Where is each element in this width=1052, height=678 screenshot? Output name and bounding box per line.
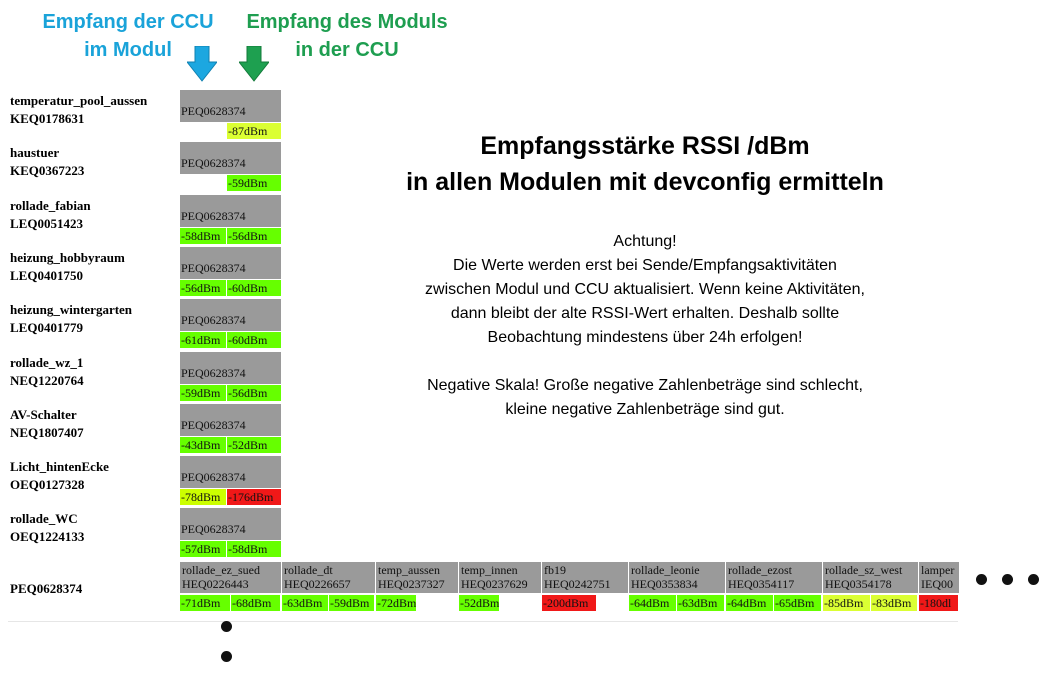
rssi-module-in-ccu: -59dBm (227, 175, 281, 191)
device-serial: NEQ1807407 (10, 425, 84, 440)
device-serial: NEQ1220764 (10, 373, 84, 388)
device-header-cell (542, 562, 628, 593)
rssi-module-in-ccu: -56dBm (227, 385, 281, 401)
ccu-id-cell: PEQ0628374 (180, 195, 281, 227)
device-name: temperatur_pool_aussen (10, 93, 148, 108)
rssi-ccu-in-module: -85dBm (823, 595, 870, 611)
device-header-cell (919, 562, 959, 593)
ccu-id-cell: PEQ0628374 (180, 90, 281, 122)
rssi-module-in-ccu: -52dBm (227, 437, 281, 453)
device-serial: HEQ0226657 (284, 577, 351, 591)
device-serial: KEQ0178631 (10, 111, 85, 126)
ccu-row-label: PEQ0628374 (10, 581, 83, 596)
rssi-module-in-ccu: -65dBm (774, 595, 821, 611)
ellipsis-dot (1002, 574, 1013, 585)
ellipsis-dot (1028, 574, 1039, 585)
device-name-block (10, 458, 109, 494)
device-name: fb19 (544, 563, 566, 577)
device-name-block (10, 197, 91, 233)
rssi-ccu-in-module: -64dBm (726, 595, 773, 611)
device-name-block (10, 249, 125, 285)
device-name: lamper (921, 563, 955, 577)
ccu-label-line1: Empfang der CCU (42, 11, 214, 33)
device-name: rollade_sz_west (825, 563, 903, 577)
device-name-block (10, 354, 84, 390)
rssi-module-in-ccu: -68dBm (231, 595, 280, 611)
device-serial: HEQ0242751 (544, 577, 611, 591)
rssi-ccu-in-module: -59dBm (180, 385, 226, 401)
rssi-module-in-ccu: -60dBm (227, 280, 281, 296)
device-name-block (10, 92, 147, 128)
ellipsis-dot (221, 651, 232, 662)
ccu-id-cell: PEQ0628374 (180, 508, 281, 540)
ellipsis-dot (976, 574, 987, 585)
green-down-arrow-icon (239, 46, 269, 82)
info-note (340, 230, 950, 422)
rssi-ccu-in-module: -56dBm (180, 280, 226, 296)
device-name-block (10, 301, 132, 337)
device-serial: LEQ0051423 (10, 216, 83, 231)
ccu-id-cell: PEQ0628374 (180, 404, 281, 436)
rssi-module-in-ccu: -83dBm (871, 595, 917, 611)
rssi-module-in-ccu: -176dBm (227, 489, 281, 505)
module-label-line2: in der CCU (295, 39, 399, 61)
page-title (340, 128, 950, 200)
ccu-id-cell: PEQ0628374 (180, 352, 281, 384)
rssi-ccu-in-module: -64dBm (629, 595, 676, 611)
device-name: temp_innen (461, 563, 518, 577)
device-name-block (10, 406, 84, 442)
device-name: heizung_wintergarten (10, 302, 133, 317)
device-name: rollade_dt (284, 563, 333, 577)
device-name: rollade_ez_sued (182, 563, 260, 577)
device-name-block (10, 144, 84, 180)
device-header-cell (459, 562, 541, 593)
device-name: rollade_WC (10, 511, 78, 526)
module-label-line1: Empfang des Moduls (246, 11, 448, 33)
rssi-ccu-in-module: -57dBm (180, 541, 226, 557)
rssi-ccu-in-module: -200dBm (542, 595, 596, 611)
device-name: rollade_ezost (728, 563, 792, 577)
title-line1: Empfangsstärke RSSI /dBm (480, 132, 810, 160)
ccu-id-cell: PEQ0628374 (180, 456, 281, 488)
rssi-module-in-ccu: -58dBm (227, 541, 281, 557)
note-line: kleine negative Zahlenbeträge sind gut. (505, 401, 785, 418)
device-serial: OEQ0127328 (10, 477, 85, 492)
device-name-block (10, 510, 84, 546)
device-name: rollade_wz_1 (10, 355, 84, 370)
device-header-cell (726, 562, 822, 593)
rssi-ccu-in-module: -61dBm (180, 332, 226, 348)
device-header-cell (376, 562, 458, 593)
device-serial: HEQ0354117 (728, 577, 795, 591)
device-header-cell (180, 562, 281, 593)
ccu-label-line2: im Modul (84, 39, 172, 61)
rssi-module-in-ccu: -60dBm (227, 332, 281, 348)
title-line2: in allen Modulen mit devconfig ermitteln (406, 168, 884, 196)
rssi-ccu-in-module: -72dBm (377, 596, 416, 610)
blue-down-arrow-icon (187, 46, 217, 82)
rssi-module-in-ccu: -59dBm (329, 595, 374, 611)
device-name: temp_aussen (378, 563, 440, 577)
device-header-cell (282, 562, 375, 593)
device-serial: HEQ0226443 (182, 577, 249, 591)
device-serial: LEQ0401779 (10, 320, 83, 335)
note-line: Die Werte werden erst bei Sende/Empfangsaktivitäten (453, 257, 837, 274)
module-reception-label (238, 8, 456, 64)
device-header-cell (629, 562, 725, 593)
device-name: AV-Schalter (10, 407, 77, 422)
divider (8, 621, 958, 622)
device-header-cell (823, 562, 918, 593)
rssi-ccu-in-module: -43dBm (180, 437, 226, 453)
rssi-module-in-ccu: -56dBm (227, 228, 281, 244)
device-serial: LEQ0401750 (10, 268, 83, 283)
ccu-id-cell: PEQ0628374 (180, 142, 281, 174)
rssi-ccu-in-module: -78dBm (180, 489, 226, 505)
device-name: haustuer (10, 145, 60, 160)
rssi-ccu-in-module: -180dl (919, 595, 958, 611)
rssi-ccu-in-module: -58dBm (180, 228, 226, 244)
note-line (340, 350, 950, 374)
ccu-id-cell: PEQ0628374 (180, 247, 281, 279)
device-serial: HEQ0354178 (825, 577, 892, 591)
device-serial: KEQ0367223 (10, 163, 85, 178)
device-serial: OEQ1224133 (10, 529, 85, 544)
rssi-ccu-in-module: -63dBm (282, 595, 328, 611)
note-line: zwischen Modul und CCU aktualisiert. Wenn keine Aktivitäten, (425, 281, 865, 298)
device-serial: HEQ0353834 (631, 577, 698, 591)
device-serial: HEQ0237629 (461, 577, 528, 591)
device-serial: HEQ0237327 (378, 577, 445, 591)
device-serial: IEQ00 (921, 577, 953, 591)
device-name: rollade_leonie (631, 563, 700, 577)
note-line: Negative Skala! Große negative Zahlenbeträge sind schlecht, (427, 377, 863, 394)
rssi-ccu-in-module: -71dBm (180, 595, 230, 611)
note-line: dann bleibt der alte RSSI-Wert erhalten. Deshalb sollte (450, 305, 840, 322)
device-name: Licht_hintenEcke (10, 459, 109, 474)
note-line: Beobachtung mindestens über 24h erfolgen! (487, 329, 803, 346)
ellipsis-dot (221, 621, 232, 632)
ccu-id-cell: PEQ0628374 (180, 299, 281, 331)
rssi-module-in-ccu: -87dBm (227, 123, 281, 139)
rssi-module-in-ccu: -63dBm (677, 595, 724, 611)
device-name: heizung_hobbyraum (10, 250, 125, 265)
rssi-ccu-in-module: -52dBm (460, 596, 499, 610)
note-line: Achtung! (613, 233, 677, 250)
device-name: rollade_fabian (10, 198, 91, 213)
